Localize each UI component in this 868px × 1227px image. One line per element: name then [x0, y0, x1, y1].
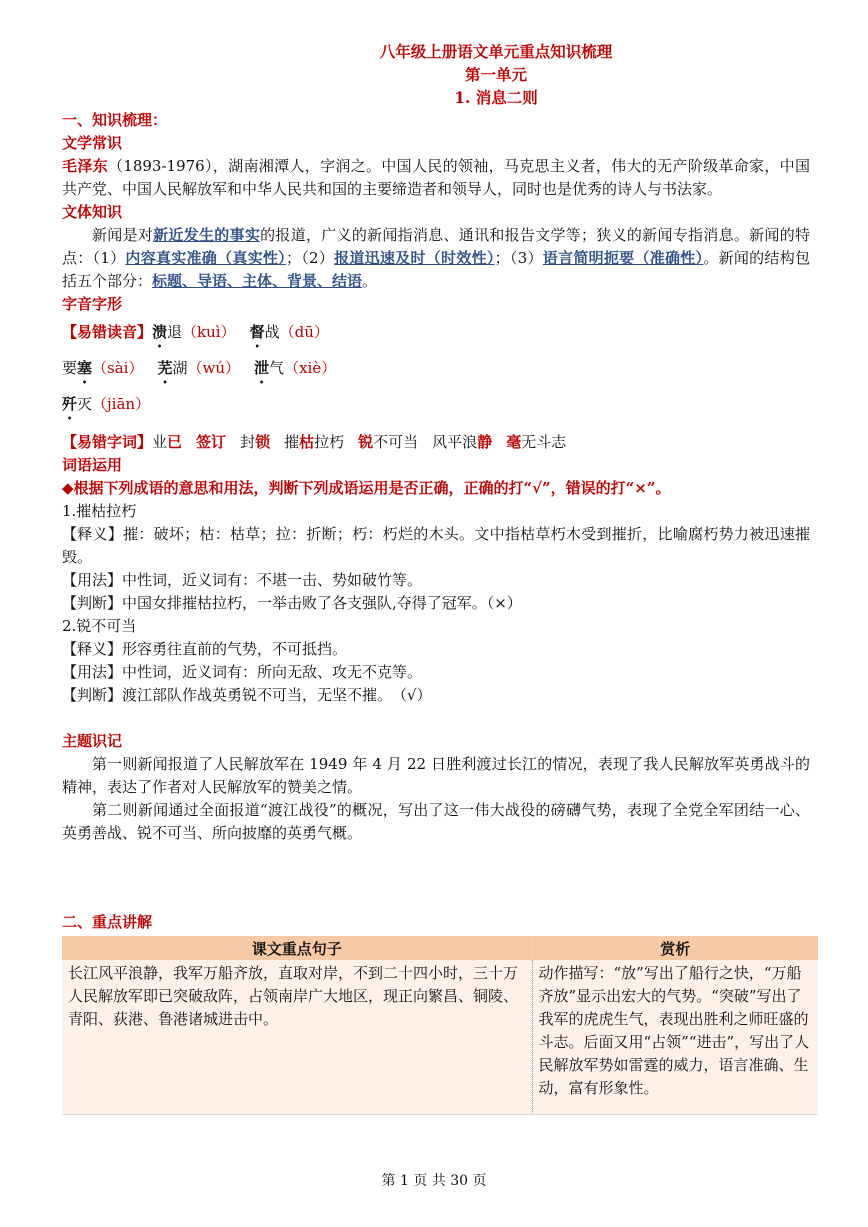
- genre-text: 。新闻的结构包括五个部分：: [62, 249, 810, 290]
- author-bio: （1893-1976），湖南湘潭人，字润之。中国人民的领袖，马克思主义者，伟大的无产阶级革命家，中国共产党、中国人民解放军和中华人民共和国的主要缔造者和领导人，同时也是优秀的诗人与书法家。: [62, 157, 810, 198]
- unit-title: 第一单元: [464, 65, 527, 84]
- glyph-item: [284, 431, 344, 454]
- document-page: [62, 40, 810, 1115]
- words-heading: 词语运用: [62, 456, 123, 474]
- table-header: 课文重点句子: [62, 936, 532, 960]
- pron-item: [157, 357, 240, 387]
- page-footer: 第 1 页 共 30 页: [381, 1173, 487, 1189]
- glyph-plain: 无斗志: [521, 433, 567, 451]
- theme-paragraph: 第一则新闻报道了人民解放军在 1949 年 4 月 22 日胜利渡过长江的情况，表现了我人民解放军英勇战斗的精神，表达了作者对人民解放军的赞美之情。: [62, 755, 810, 796]
- genre-keyword: 语言简明扼要（准确性）: [542, 249, 704, 267]
- glyph-item: [152, 431, 182, 454]
- pron-label: 【易错读音】: [62, 323, 153, 341]
- glyph-plain: 不可当: [373, 433, 419, 451]
- genre-text: ；（3）: [494, 249, 543, 267]
- pron-item: [254, 357, 336, 387]
- pron-char: 泄: [254, 359, 270, 377]
- pron-rest: 湖: [172, 359, 188, 377]
- pron-rest: 战: [264, 323, 280, 341]
- glyph-plain: 拉朽: [314, 433, 345, 451]
- glyph-plain: 摧: [284, 433, 300, 451]
- glyph-highlight: 已: [167, 433, 183, 451]
- word-line: 【释义】形容勇往直前的气势，不可抵挡。: [62, 640, 348, 658]
- glyph-highlight: 签订: [196, 433, 227, 451]
- glyph-label: 【易错字词】: [62, 433, 153, 451]
- chars-heading: 字音字形: [62, 295, 123, 313]
- pron-pinyin: （xiè）: [284, 359, 337, 377]
- section1-heading: 一、知识梳理：: [62, 111, 168, 129]
- table-cell-sentence: 长江风平浪静，我军万船齐放，直取对岸，不到二十四小时，三十万人民解放军即已突破敌阵，占领南岸广大地区，现正向繁昌、铜陵、青阳、荻港、鲁港诸城进击中。: [62, 960, 532, 1115]
- genre-text: 的报道，广义的新闻指消息、通讯和报告文学等；狭义的新闻专指消息。新闻的特点：（1）: [62, 226, 810, 267]
- key-sentences-table: [62, 936, 818, 1115]
- glyph-highlight: 枯: [299, 433, 315, 451]
- word-line: 1.摧枯拉朽: [62, 502, 137, 520]
- pron-char: 督: [249, 323, 265, 341]
- doc-title: 八年级上册语文单元重点知识梳理: [379, 42, 613, 61]
- section2-heading: 二、重点讲解: [62, 913, 153, 931]
- glyph-highlight: 锐: [358, 433, 374, 451]
- genre-text: ；（2）: [285, 249, 335, 267]
- genre-keyword: 新近发生的事实: [153, 226, 261, 244]
- pron-pinyin: （dū）: [279, 323, 329, 341]
- table-cell-analysis: 动作描写：“放”写出了船行之快，“万船齐放”显示出宏大的气势。“突破”写出了我军的虎虎生气，表现出胜利之师旺盛的斗志。后面又用“占领”“进击”，写出了人民解放军势如雷霆的威力，语言准确、生动，富有形象性。: [532, 960, 818, 1115]
- glyph-row: [62, 431, 810, 454]
- pron-row-1: [62, 321, 810, 351]
- word-line: 2.锐不可当: [62, 617, 137, 635]
- author-name: 毛泽东: [62, 157, 108, 175]
- pron-item: [250, 321, 329, 351]
- genre-heading: 文体知识: [62, 203, 123, 221]
- table-header: 赏析: [532, 936, 818, 960]
- glyph-plain: 封: [240, 433, 256, 451]
- pron-pre: 要: [62, 359, 78, 377]
- glyph-plain: 风平浪: [432, 433, 478, 451]
- pron-char: 塞: [77, 359, 93, 377]
- genre-text: 新闻是对: [92, 226, 154, 244]
- genre-keyword: 报道迅速及时（时效性）: [334, 249, 495, 267]
- glyph-plain: 业: [152, 433, 168, 451]
- spacer: [62, 845, 810, 911]
- pron-pinyin: （kuì）: [182, 323, 236, 341]
- pron-char: 芜: [157, 359, 173, 377]
- table-header-row: [62, 936, 818, 960]
- literature-heading: 文学常识: [62, 134, 123, 152]
- pron-pinyin: （wú）: [187, 359, 241, 377]
- pron-pinyin: （sài）: [92, 359, 144, 377]
- glyph-item: [432, 431, 492, 454]
- pron-row-3: [62, 393, 810, 423]
- glyph-item: [196, 431, 226, 454]
- spacer: [62, 707, 810, 730]
- genre-keyword: 标题、导语、主体、背景、结语: [152, 272, 363, 290]
- glyph-item: [506, 431, 566, 454]
- pron-row-2: [62, 357, 810, 387]
- glyph-highlight: 毫: [506, 433, 522, 451]
- words-instruction: ◆根据下列成语的意思和用法，判断下列成语运用是否正确，正确的打“√”，错误的打“×”。: [62, 479, 671, 497]
- word-line: 【用法】中性词，近义词有：所向无敌、攻无不克等。: [62, 663, 423, 681]
- pron-char: 歼: [62, 395, 78, 413]
- genre-paragraph: [62, 224, 810, 293]
- glyph-item: [240, 431, 270, 454]
- pron-item: [62, 393, 150, 423]
- table-row: [62, 960, 818, 1115]
- pron-item: [62, 357, 143, 387]
- glyph-item: [358, 431, 418, 454]
- theme-heading: 主题识记: [62, 732, 123, 750]
- glyph-highlight: 静: [477, 433, 493, 451]
- pron-rest: 气: [269, 359, 285, 377]
- lesson-title: 1. 消息二则: [454, 88, 538, 107]
- pron-rest: 灭: [77, 395, 93, 413]
- word-line: 【释义】摧：破坏；枯：枯草；拉：折断；朽：朽烂的木头。文中指枯草朽木受到摧折，比喻腐朽势力被迅速摧毁。: [62, 525, 810, 566]
- genre-keyword: 内容真实准确（真实性）: [125, 249, 286, 267]
- genre-text: 。: [362, 272, 378, 290]
- pron-pinyin: （jiān）: [92, 395, 151, 413]
- word-line: 【判断】中国女排摧枯拉朽，一举击败了各支强队,夺得了冠军。（×）: [62, 594, 522, 612]
- word-line: 【用法】中性词，近义词有：不堪一击、势如破竹等。: [62, 571, 423, 589]
- glyph-highlight: 锁: [255, 433, 271, 451]
- pron-char: 溃: [152, 323, 168, 341]
- word-line: 【判断】渡江部队作战英勇锐不可当，无坚不摧。 （√）: [62, 686, 432, 704]
- pron-rest: 退: [167, 323, 183, 341]
- literature-paragraph: [62, 155, 810, 201]
- theme-paragraph: 第二则新闻通过全面报道“渡江战役”的概况，写出了这一伟大战役的磅礴气势，表现了全党全军团结一心、英勇善战、锐不可当、所向披靡的英勇气概。: [62, 801, 810, 842]
- pron-item: [152, 321, 236, 351]
